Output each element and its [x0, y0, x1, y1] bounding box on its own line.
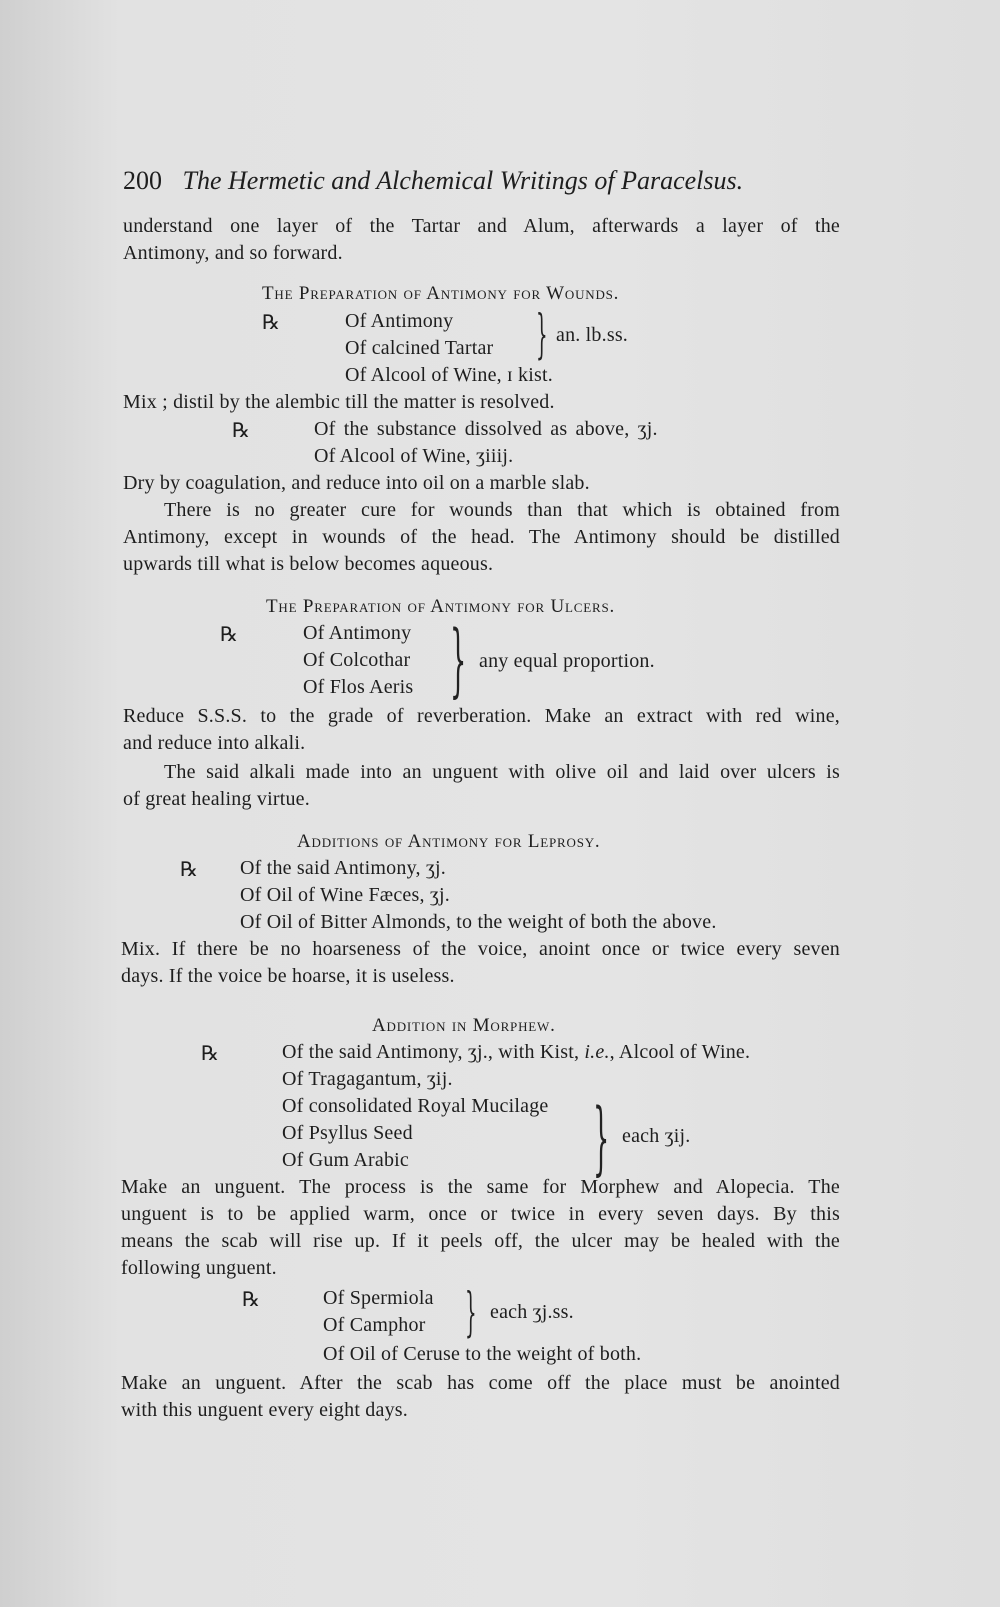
recipe-item: Of Alcool of Wine, ʒiiij.	[314, 445, 514, 467]
recipe-symbol: ℞	[220, 624, 238, 646]
recipe-item: Of Colcothar	[303, 649, 411, 671]
page-number: 200	[123, 166, 162, 195]
recipe-item: Of Oil of Ceruse to the weight of both.	[323, 1343, 642, 1365]
recipe-item: Of Oil of Wine Fæces, ʒj.	[240, 884, 450, 906]
recipe-item: Of Gum Arabic	[282, 1149, 410, 1171]
recipe-item: Of Camphor	[323, 1314, 426, 1336]
brace-note: an. lb.ss.	[556, 324, 628, 346]
recipe-item: Of Spermiola	[323, 1287, 434, 1309]
paragraph-line: Antimony, except in wounds of the head. The Antimony should be distilled	[123, 526, 840, 548]
paragraph-line: upwards till what is below becomes aqueous.	[123, 553, 494, 575]
brace-note: each ʒij.	[622, 1125, 691, 1147]
instruction-line: Mix. If there be no hoarseness of the voice, anoint once or twice every seven	[121, 938, 840, 960]
paragraph-line: Make an unguent. The process is the same for Morphew and Alopecia. The	[121, 1176, 840, 1198]
recipe-item: Of Oil of Bitter Almonds, to the weight of both the above.	[240, 911, 717, 933]
recipe-item: Of the said Antimony, ʒj.	[240, 857, 446, 879]
brace: }	[536, 305, 548, 365]
instruction-line: Mix ; distil by the alembic till the matter is resolved.	[123, 391, 555, 413]
instruction-line: Dry by coagulation, and reduce into oil on a marble slab.	[123, 472, 590, 494]
recipe-symbol: ℞	[201, 1043, 219, 1065]
recipe-symbol: ℞	[232, 420, 250, 442]
instruction-line: days. If the voice be hoarse, it is useless.	[121, 965, 455, 987]
section-heading-ulcers: The Preparation of Antimony for Ulcers.	[266, 596, 616, 617]
paragraph-line: There is no greater cure for wounds than that which is obtained from	[164, 499, 840, 521]
section-heading-leprosy: Additions of Antimony for Leprosy.	[297, 831, 601, 852]
instruction-line: Reduce S.S.S. to the grade of reverberation. Make an extract with red wine,	[123, 705, 840, 727]
recipe-symbol: ℞	[180, 859, 198, 881]
section-heading-wounds: The Preparation of Antimony for Wounds.	[262, 283, 620, 304]
brace: }	[450, 613, 467, 706]
recipe-symbol: ℞	[262, 312, 280, 334]
recipe-item: Of the substance dissolved as above, ʒj.	[314, 418, 658, 440]
recipe-item: Of calcined Tartar	[345, 337, 494, 359]
recipe-item: Of Antimony	[345, 310, 454, 332]
brace-note: any equal proportion.	[479, 650, 655, 672]
recipe-item: Of Antimony	[303, 622, 412, 644]
recipe-item: Of Tragagantum, ʒij.	[282, 1068, 453, 1090]
recipe-item: Of the said Antimony, ʒj., with Kist, i.e., Alcool of Wine.	[282, 1041, 751, 1063]
paragraph-line: Make an unguent. After the scab has come off the place must be anointed	[121, 1372, 840, 1394]
recipe-item: Of Psyllus Seed	[282, 1122, 413, 1144]
intro-line: understand one layer of the Tartar and Alum, afterwards a layer of the	[123, 215, 840, 237]
paragraph-line: unguent is to be applied warm, once or twice in every seven days. By this	[121, 1203, 840, 1225]
recipe-item: Of Flos Aeris	[303, 676, 414, 698]
paragraph-line: of great healing virtue.	[123, 788, 310, 810]
recipe-item: Of Alcool of Wine, ɪ kist.	[345, 364, 553, 386]
paragraph-line: means the scab will rise up. If it peels off, the ulcer may be healed with the	[121, 1230, 840, 1252]
paragraph-line: following unguent.	[121, 1257, 277, 1279]
recipe-item: Of consolidated Royal Mucilage	[282, 1095, 549, 1117]
instruction-line: and reduce into alkali.	[123, 732, 306, 754]
ie-abbreviation: i.e.	[584, 1041, 610, 1063]
brace: }	[465, 1283, 477, 1343]
intro-line: Antimony, and so forward.	[123, 242, 343, 264]
recipe-symbol: ℞	[242, 1289, 260, 1311]
running-header	[123, 166, 743, 196]
paragraph-line: with this unguent every eight days.	[121, 1399, 408, 1421]
paragraph-line: The said alkali made into an unguent with olive oil and laid over ulcers is	[164, 761, 840, 783]
brace-note: each ʒj.ss.	[490, 1301, 574, 1323]
section-heading-morphew: Addition in Morphew.	[372, 1015, 556, 1036]
brace: }	[593, 1091, 610, 1184]
running-title: The Hermetic and Alchemical Writings of Paracelsus.	[182, 166, 744, 195]
